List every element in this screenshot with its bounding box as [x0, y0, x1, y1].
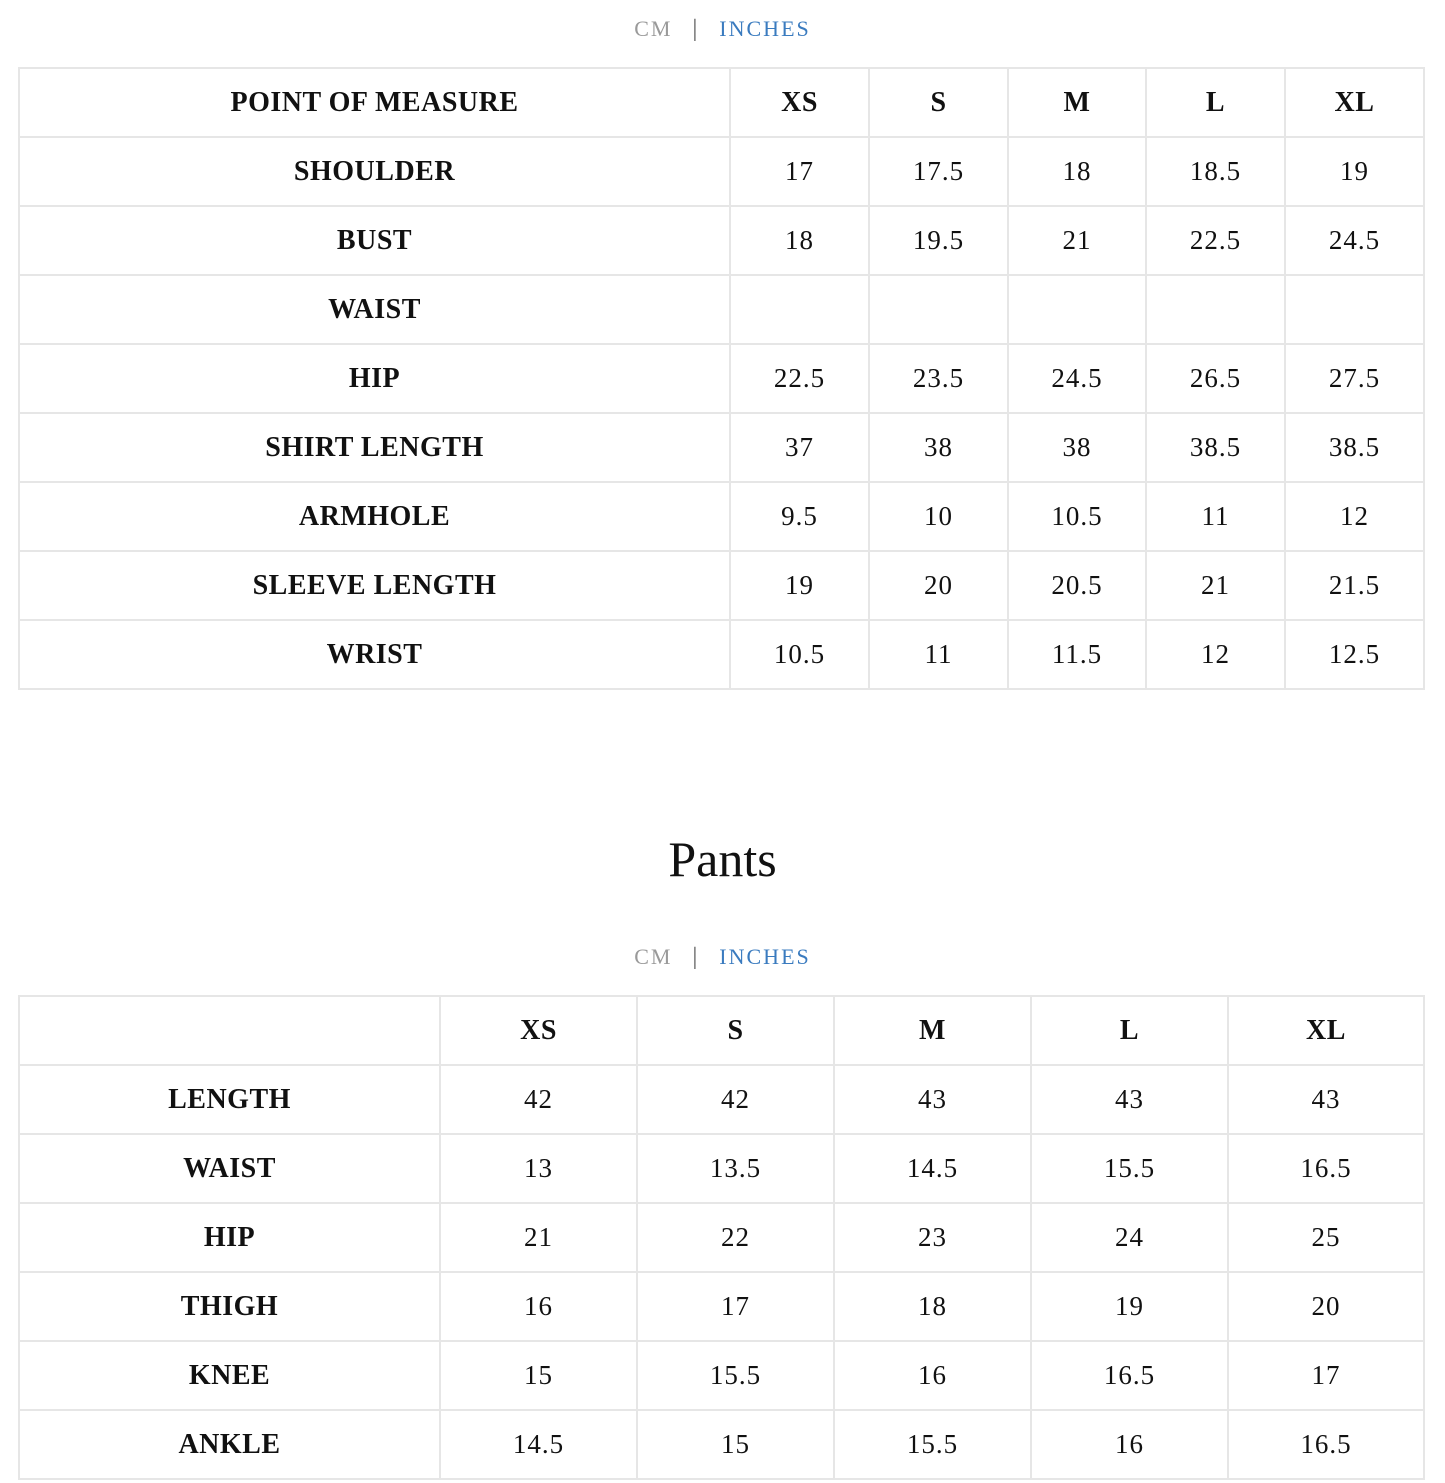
measure-value: 18.5: [1146, 137, 1285, 206]
measure-value: 16: [1031, 1410, 1228, 1479]
measure-value: 20: [869, 551, 1008, 620]
measure-value: 38: [1008, 413, 1146, 482]
measure-value: 12.5: [1285, 620, 1424, 689]
tops-size-table: [18, 67, 1425, 690]
pants-table-body: [19, 996, 1424, 1479]
measure-value: 22.5: [730, 344, 869, 413]
measure-value: [1008, 275, 1146, 344]
measure-label: HIP: [19, 1203, 440, 1272]
tops-header-row: [19, 68, 1424, 137]
measure-value: 43: [834, 1065, 1031, 1134]
measure-label: ARMHOLE: [19, 482, 730, 551]
measure-value: 23.5: [869, 344, 1008, 413]
measure-label: KNEE: [19, 1341, 440, 1410]
tops-unit-separator: |: [692, 15, 700, 42]
measure-value: 16.5: [1031, 1341, 1228, 1410]
measure-value: 24: [1031, 1203, 1228, 1272]
column-header-size: S: [637, 996, 834, 1065]
table-row: [19, 275, 1424, 344]
measure-value: 10.5: [730, 620, 869, 689]
column-header-size: XS: [730, 68, 869, 137]
measure-label: WAIST: [19, 1134, 440, 1203]
tops-unit-toggle: [0, 14, 1445, 44]
measure-value: 11: [1146, 482, 1285, 551]
measure-value: 20.5: [1008, 551, 1146, 620]
table-row: [19, 551, 1424, 620]
measure-value: 17.5: [869, 137, 1008, 206]
measure-value: 42: [637, 1065, 834, 1134]
measure-value: 18: [834, 1272, 1031, 1341]
measure-value: 37: [730, 413, 869, 482]
measure-value: 42: [440, 1065, 637, 1134]
measure-value: 13: [440, 1134, 637, 1203]
measure-value: 15: [440, 1341, 637, 1410]
measure-value: 21: [1146, 551, 1285, 620]
measure-value: 14.5: [834, 1134, 1031, 1203]
measure-value: 25: [1228, 1203, 1424, 1272]
measure-value: 24.5: [1008, 344, 1146, 413]
measure-value: 20: [1228, 1272, 1424, 1341]
measure-label: HIP: [19, 344, 730, 413]
measure-label: BUST: [19, 206, 730, 275]
measure-value: 16.5: [1228, 1410, 1424, 1479]
measure-label: THIGH: [19, 1272, 440, 1341]
measure-value: 23: [834, 1203, 1031, 1272]
measure-value: 24.5: [1285, 206, 1424, 275]
measure-value: 21: [440, 1203, 637, 1272]
measure-value: 15: [637, 1410, 834, 1479]
table-row: [19, 1341, 1424, 1410]
pants-section-title: Pants: [668, 831, 777, 887]
table-row: [19, 1272, 1424, 1341]
measure-value: 15.5: [637, 1341, 834, 1410]
measure-value: 9.5: [730, 482, 869, 551]
column-header-size: XS: [440, 996, 637, 1065]
column-header-size: M: [834, 996, 1031, 1065]
measure-label: SHIRT LENGTH: [19, 413, 730, 482]
table-row: [19, 206, 1424, 275]
measure-label: SLEEVE LENGTH: [19, 551, 730, 620]
tops-unit-inches-link[interactable]: INCHES: [719, 16, 811, 41]
measure-label: WRIST: [19, 620, 730, 689]
measure-value: 16: [834, 1341, 1031, 1410]
measure-value: 14.5: [440, 1410, 637, 1479]
measure-value: [1146, 275, 1285, 344]
measure-value: 38.5: [1146, 413, 1285, 482]
pants-header-row: [19, 996, 1424, 1065]
column-header-size: L: [1146, 68, 1285, 137]
measure-value: 19: [1031, 1272, 1228, 1341]
column-header-size: XL: [1285, 68, 1424, 137]
tops-unit-cm-link[interactable]: CM: [634, 16, 673, 41]
measure-value: 43: [1228, 1065, 1424, 1134]
measure-value: 22.5: [1146, 206, 1285, 275]
measure-label: SHOULDER: [19, 137, 730, 206]
measure-value: 18: [730, 206, 869, 275]
table-row: [19, 1134, 1424, 1203]
pants-unit-inches-link[interactable]: INCHES: [719, 944, 811, 969]
column-header-measure: POINT OF MEASURE: [19, 68, 730, 137]
table-row: [19, 137, 1424, 206]
pants-unit-cm-link[interactable]: CM: [634, 944, 673, 969]
column-header-measure: [19, 996, 440, 1065]
measure-value: 11.5: [1008, 620, 1146, 689]
measure-value: 22: [637, 1203, 834, 1272]
measure-label: LENGTH: [19, 1065, 440, 1134]
measure-value: 16: [440, 1272, 637, 1341]
measure-value: 17: [1228, 1341, 1424, 1410]
measure-value: 15.5: [1031, 1134, 1228, 1203]
table-row: [19, 620, 1424, 689]
measure-value: 13.5: [637, 1134, 834, 1203]
measure-value: [730, 275, 869, 344]
column-header-size: L: [1031, 996, 1228, 1065]
table-row: [19, 413, 1424, 482]
table-row: [19, 1065, 1424, 1134]
measure-label: ANKLE: [19, 1410, 440, 1479]
measure-value: 10.5: [1008, 482, 1146, 551]
measure-value: 19: [730, 551, 869, 620]
measure-label: WAIST: [19, 275, 730, 344]
measure-value: 18: [1008, 137, 1146, 206]
measure-value: 38.5: [1285, 413, 1424, 482]
measure-value: 43: [1031, 1065, 1228, 1134]
measure-value: 12: [1285, 482, 1424, 551]
measure-value: [1285, 275, 1424, 344]
table-row: [19, 1203, 1424, 1272]
measure-value: [869, 275, 1008, 344]
measure-value: 38: [869, 413, 1008, 482]
measure-value: 21.5: [1285, 551, 1424, 620]
tops-table-body: [19, 68, 1424, 689]
measure-value: 17: [730, 137, 869, 206]
table-row: [19, 344, 1424, 413]
measure-value: 16.5: [1228, 1134, 1424, 1203]
measure-value: 19.5: [869, 206, 1008, 275]
measure-value: 11: [869, 620, 1008, 689]
measure-value: 27.5: [1285, 344, 1424, 413]
measure-value: 17: [637, 1272, 834, 1341]
measure-value: 19: [1285, 137, 1424, 206]
measure-value: 12: [1146, 620, 1285, 689]
column-header-size: S: [869, 68, 1008, 137]
column-header-size: XL: [1228, 996, 1424, 1065]
table-row: [19, 1410, 1424, 1479]
table-row: [19, 482, 1424, 551]
pants-unit-separator: |: [692, 943, 700, 970]
measure-value: 21: [1008, 206, 1146, 275]
measure-value: 10: [869, 482, 1008, 551]
pants-unit-toggle: [0, 942, 1445, 972]
measure-value: 15.5: [834, 1410, 1031, 1479]
pants-size-table: [18, 995, 1425, 1480]
column-header-size: M: [1008, 68, 1146, 137]
measure-value: 26.5: [1146, 344, 1285, 413]
